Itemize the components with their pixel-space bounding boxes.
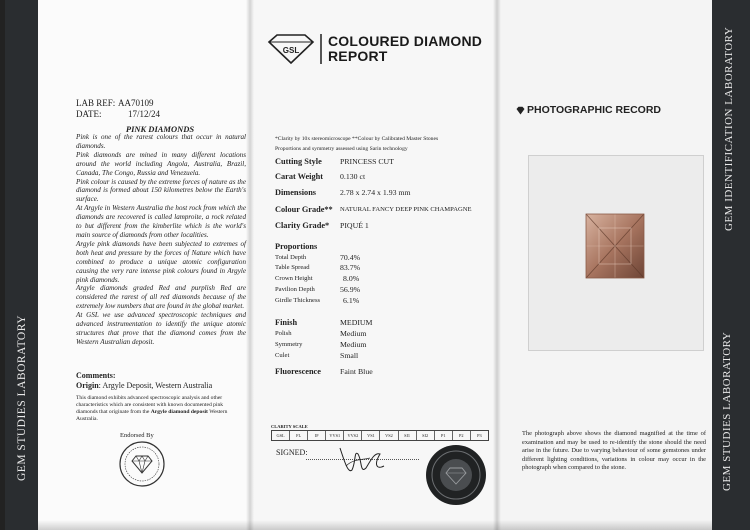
princess-cut-diamond-photo — [585, 213, 645, 279]
fold-shadow — [246, 0, 254, 530]
clarity-scale-cell: P2 — [453, 431, 471, 440]
finish-item-value: Medium — [340, 340, 367, 349]
finish-item-label: Culet — [275, 352, 290, 359]
date-label: DATE: — [76, 109, 102, 119]
logo-text: GSL — [282, 46, 300, 55]
endorsed-by-label: Endorsed By — [120, 432, 154, 439]
proportion-value: 56.9% — [340, 285, 361, 294]
proportion-value: 6.1% — [343, 296, 360, 305]
lab-ref-label: LAB REF: — [76, 98, 116, 108]
proportion-value: 8.0% — [343, 274, 360, 283]
carat-weight-value: 0.130 ct — [340, 172, 366, 181]
report-title-line2: REPORT — [328, 48, 388, 64]
pink-diamonds-story — [76, 133, 246, 347]
right-strip-top-text: GEM IDENTIFICATION LABORATORY — [723, 26, 735, 231]
proportion-value: 83.7% — [340, 263, 361, 272]
left-strip-text: GEM STUDIES LABORATORY — [16, 314, 28, 481]
bottom-shadow — [38, 520, 712, 530]
pink-diamonds-title: PINK DIAMONDS — [125, 124, 195, 134]
endorsement-seal-icon — [118, 440, 166, 488]
header-divider — [320, 34, 322, 64]
story-paragraph: Pink colour is caused by the extreme forces of nature as the diamond is formed about 150 kilometres below the Earth's surface. — [76, 177, 246, 204]
proportion-label: Crown Height — [275, 275, 313, 282]
finish-value: MEDIUM — [340, 318, 373, 327]
proportions-label: Proportions — [275, 242, 318, 251]
proportion-label: Girdle Thickness — [275, 297, 321, 304]
clarity-scale-cell: SI1 — [399, 431, 417, 440]
fluorescence-value: Faint Blue — [340, 367, 373, 376]
date-value: 17/12/24 — [128, 109, 161, 119]
embossed-seal-icon — [425, 444, 487, 506]
origin-value: : Argyle Deposit, Western Australia — [98, 381, 213, 390]
photographic-record-title: PHOTOGRAPHIC RECORD — [527, 104, 661, 116]
report-title — [328, 34, 482, 64]
colour-grade-label: Colour Grade** — [275, 205, 333, 214]
proportion-label: Pavilion Depth — [275, 286, 315, 293]
finish-item-label: Symmetry — [275, 341, 303, 348]
right-brand-strip — [712, 0, 750, 530]
diamond-icon — [516, 106, 525, 115]
cutting-style-value: PRINCESS CUT — [340, 157, 394, 166]
clarity-scale-cell: GSL — [272, 431, 290, 440]
origin-label: Origin — [76, 381, 99, 390]
finish-label: Finish — [275, 318, 298, 327]
fluorescence-label: Fluorescence — [275, 367, 321, 376]
clarity-scale-cell: IF — [308, 431, 326, 440]
origin-statement — [76, 395, 246, 423]
methodology-note — [275, 134, 485, 154]
report-title-line1: COLOURED DIAMOND — [328, 33, 483, 49]
left-brand-strip — [5, 0, 38, 530]
methodology-line2: Proportions and symmetry assessed using Sarin technology — [275, 146, 408, 152]
clarity-scale-cell: VS2 — [380, 431, 398, 440]
gsl-logo-icon — [266, 33, 316, 65]
comments-label: Comments: — [76, 371, 116, 380]
clarity-scale-cell: P3 — [477, 433, 482, 438]
story-paragraph: Argyle diamonds graded Red and purplish Red are considered the rarest of all red diamonds because of the extremely low numbers that are found in the global market. — [76, 284, 246, 311]
signature-icon — [330, 440, 390, 480]
carat-weight-label: Carat Weight — [275, 172, 324, 181]
comments-block — [76, 371, 246, 391]
story-paragraph: At Argyle in Western Australia the host rock from which the diamonds are recovered is called lamproite, a rock related to but different from the kimberlite which is the world's main source of diamonds from other localities. — [76, 204, 246, 239]
finish-item-value: Small — [340, 351, 359, 360]
clarity-scale-title: CLARITY SCALE — [271, 424, 308, 429]
fold-shadow — [493, 0, 501, 530]
origin-statement-text: This diamond exhibits advanced spectroscopic analysis and other characteristics which are consistent with known documented pink diamonds that originate from the — [76, 395, 224, 415]
clarity-scale-cell: SI2 — [417, 431, 435, 440]
clarity-grade-value: PIQUÉ 1 — [340, 221, 369, 230]
dimensions-label: Dimensions — [275, 188, 317, 197]
finish-item-label: Polish — [275, 330, 292, 337]
story-paragraph: Pink diamonds are mined in many different locations around the world including Angola, Australia, Brazil, Canada, The Congo, Russia and Venezuela. — [76, 150, 246, 177]
clarity-grade-label: Clarity Grade* — [275, 221, 330, 230]
origin-statement-tail: Western Australia. — [76, 409, 228, 422]
story-paragraph: Argyle pink diamonds have been subjected to extremes of both heat and pressure by the forces of Nature which have combined to produce a unique atomic configuration causing the very rare intense pink colours found in Argyle pink diamonds. — [76, 239, 246, 284]
colour-grade-value: NATURAL FANCY DEEP PINK CHAMPAGNE — [340, 206, 472, 213]
right-strip-bottom-text: GEM STUDIES LABORATORY — [721, 331, 733, 491]
lab-info — [76, 98, 160, 120]
lab-ref-value: AA70109 — [118, 98, 154, 108]
proportion-value: 70.4% — [340, 253, 361, 262]
clarity-scale-cell: FL — [290, 431, 308, 440]
proportion-label: Table Spread — [275, 264, 310, 271]
clarity-scale-cell: P1 — [435, 431, 453, 440]
clarity-scale-cell: VS1 — [362, 431, 380, 440]
origin-statement-bold: Argyle diamond deposit — [150, 409, 208, 415]
methodology-line1: *Clarity by 10x stereomicroscope **Colour by Calibrated Master Stones — [275, 136, 439, 142]
clarity-scale-cell: VVS2 — [344, 431, 362, 440]
story-paragraph: Pink is one of the rarest colours that occur in natural diamonds. — [76, 133, 246, 150]
dimensions-value: 2.78 x 2.74 x 1.93 mm — [340, 188, 411, 197]
signed-label: SIGNED: — [276, 448, 308, 457]
proportion-label: Total Depth — [275, 254, 307, 261]
story-paragraph: At GSL we use advanced spectroscopic techniques and advanced instrumentation to identify the unique atomic structures that prove that the diamond comes from the Western Australian deposit. — [76, 311, 246, 346]
finish-item-value: Medium — [340, 329, 367, 338]
clarity-scale-cell: VVS1 — [326, 431, 344, 440]
photo-caption: The photograph above shows the diamond magnified at the time of examination and may be used to re-identify the stone should the need arise in the future. Due to varying behaviour of some gemstones under different lighting conditions, variations in colour may occur in the photograph when compared to the stone. — [522, 430, 706, 472]
cutting-style-label: Cutting Style — [275, 157, 322, 166]
